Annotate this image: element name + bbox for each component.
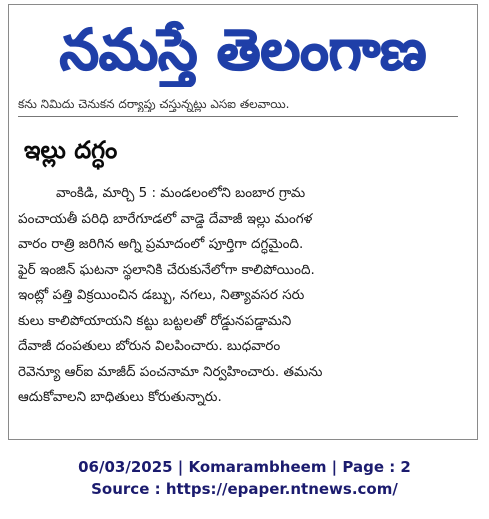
source-link[interactable]: Source : https://epaper.ntnews.com/ (91, 480, 398, 498)
article-line: ఇంట్లో పత్తి విక్రయించిన డబ్బు, నగలు, నిత్యావసర సరు (18, 287, 305, 303)
previous-article-fragment: కను నిమిదు చెనుకన దర్యాప్తు చస్తున్నట్లు ఎసఐ తలవాయి. (18, 97, 290, 111)
edition-info: 06/03/2025 | Komarambheem | Page : 2 (78, 458, 411, 476)
article-line: వాంకిడి, మార్చి 5 : మండలంలోని బంబార గ్రామ (56, 185, 306, 201)
article-line: కులు కాలిపోయాయని కట్టు బట్టలతో రోడ్డునపడ్డామని (18, 312, 292, 329)
masthead-logo (21, 7, 465, 87)
article-body (18, 181, 459, 411)
article-line: పంచాయతీ పరిధి బారేగూడలో వాడ్డె దేవాజీ ఇల్లు మంగళ (18, 210, 313, 227)
article-line: ఆదుకోవాలని బాధితులు కోరుతున్నారు. (18, 389, 222, 405)
newspaper-masthead (21, 7, 465, 87)
article-headline: ఇల్లు దగ్ధం (24, 136, 118, 164)
masthead-title: నమస్తే తెలంగాణ (59, 18, 427, 83)
source-footer (0, 456, 489, 500)
article-line: రెవెన్యూ ఆర్ఐ మాజీద్ పంచనామా నిర్వహించారు. తమను (18, 363, 323, 380)
section-divider (18, 116, 458, 117)
article-line: ఫైర్ ఇంజిన్ ఘటనా స్థలానికి చేరుకునేలోగా కాలిపోయింది. (18, 261, 315, 278)
article-line: దేవాజీ దంపతులు బోరున విలపించారు. బుధవారం (18, 338, 281, 354)
article-line: వారం రాత్రి జరిగిన అగ్ని ప్రమాదంలో పూర్తిగా దగ్ధమైంది. (18, 236, 304, 252)
